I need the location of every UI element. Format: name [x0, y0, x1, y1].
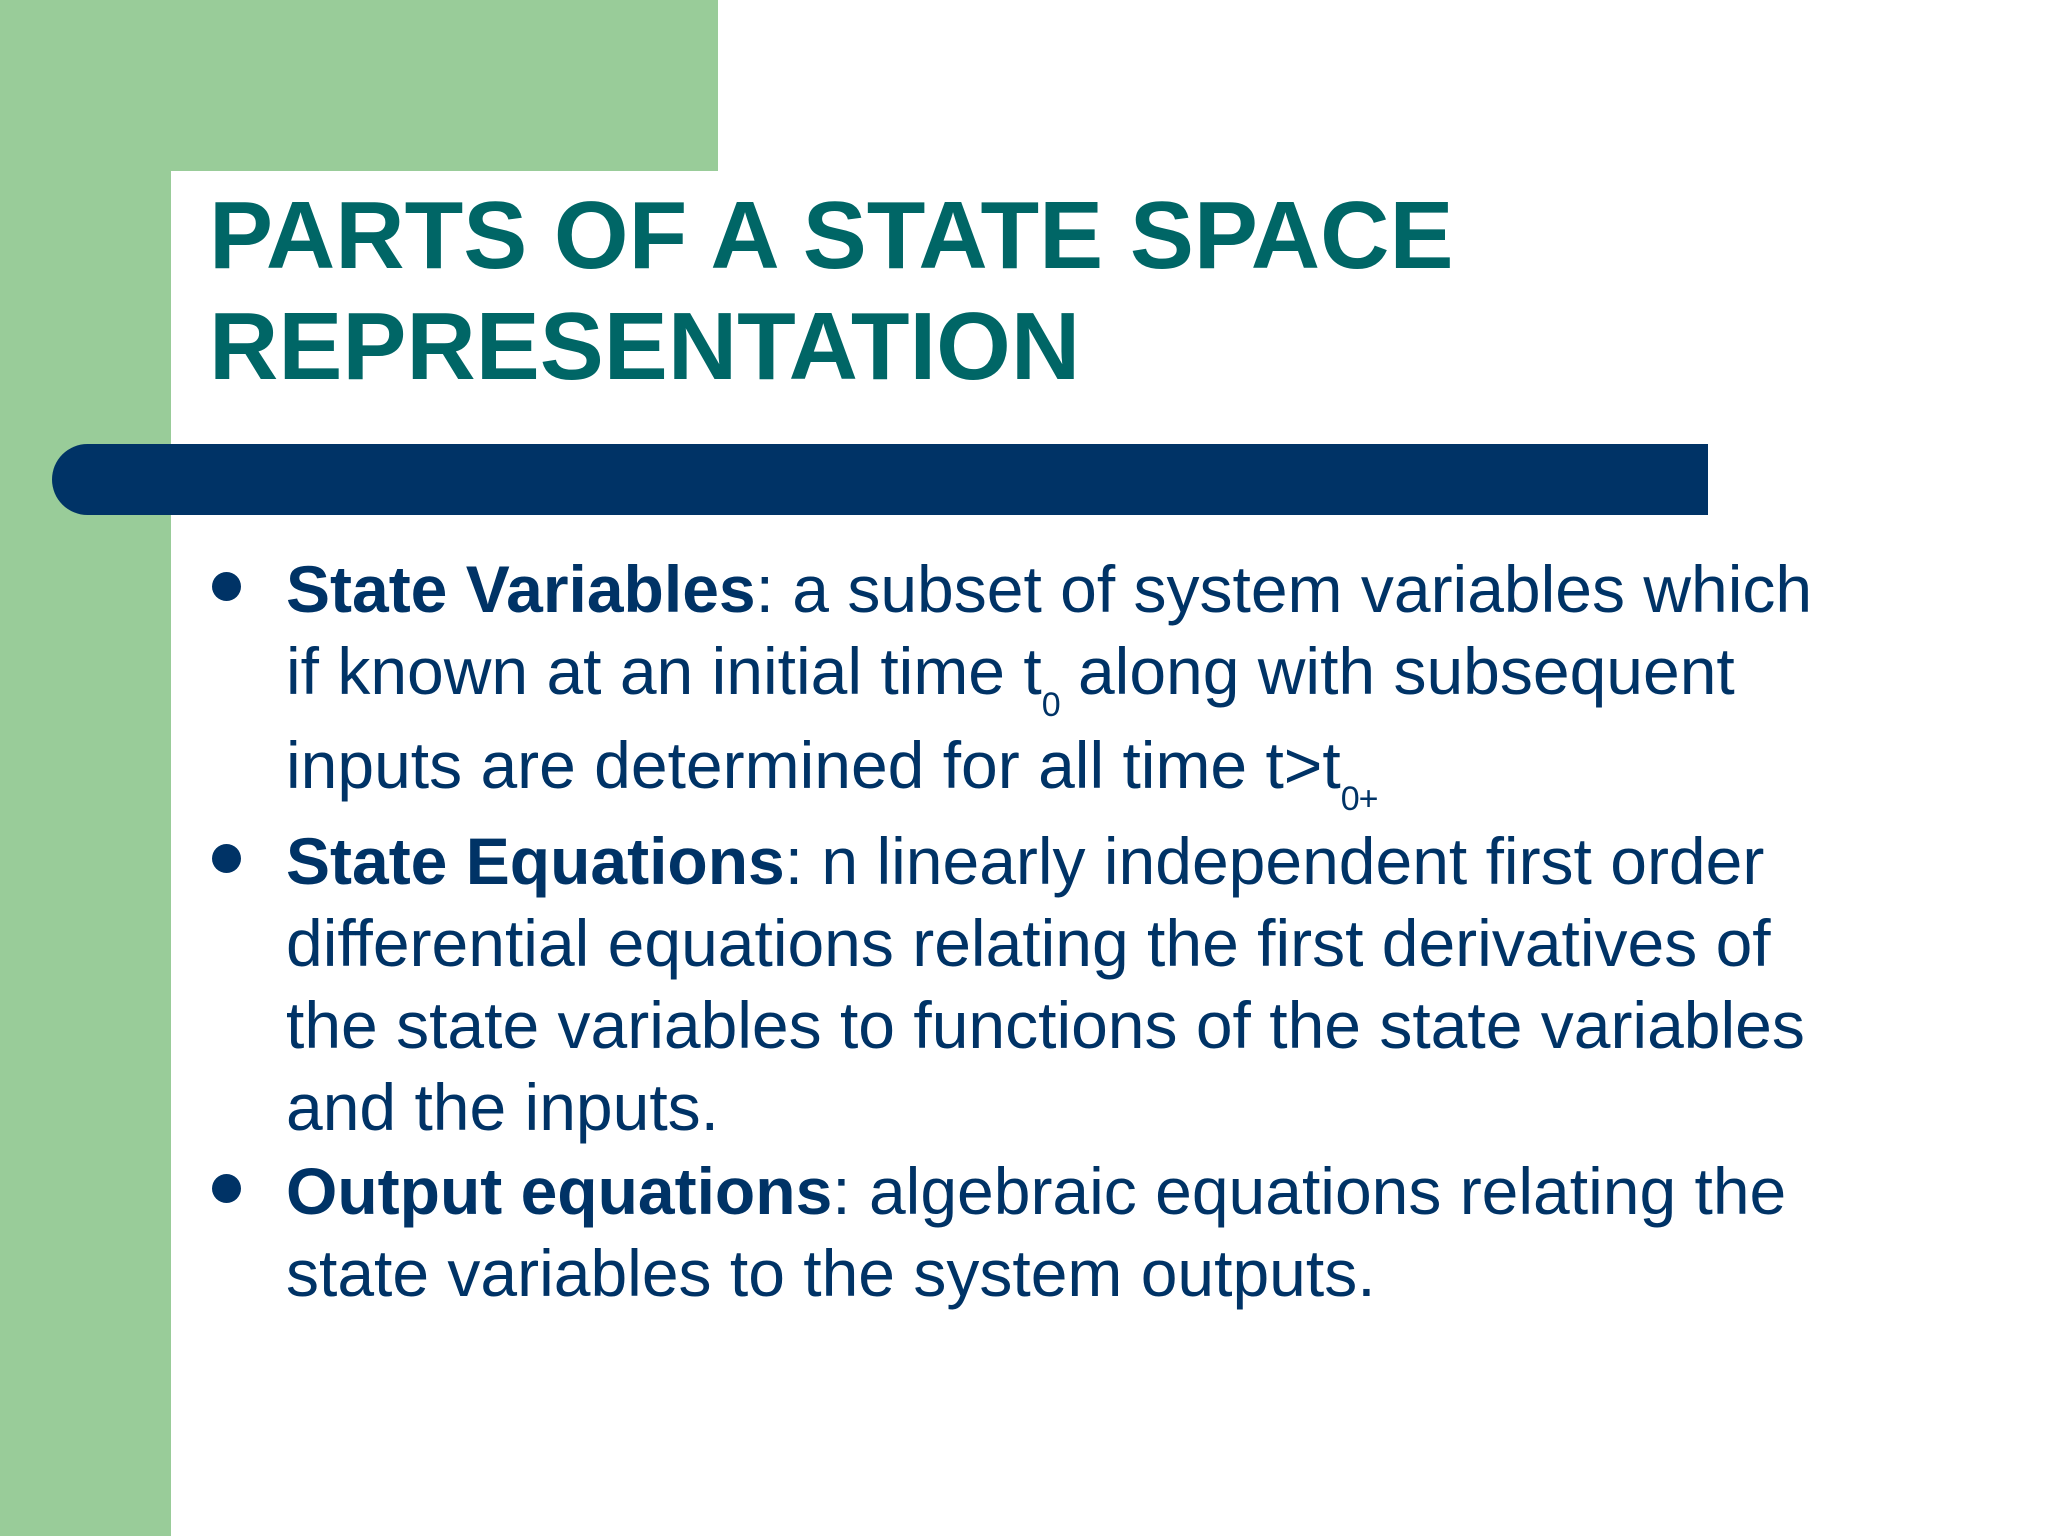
- bullet-line: the state variables to functions of the state variables: [286, 988, 1805, 1062]
- bullet-state-variables: [209, 548, 1909, 818]
- bullet-line: and the inputs.: [286, 1070, 719, 1144]
- bullet-line: [286, 630, 1909, 724]
- subscript: 0: [1041, 686, 1060, 724]
- bullet-text: : n linearly independent first order: [784, 824, 1765, 898]
- bullet-term: State Equations: [286, 824, 785, 898]
- bullet-dot-icon: [212, 844, 241, 873]
- bullet-line: [286, 548, 1909, 630]
- bullet-output-equations: [209, 1150, 1909, 1314]
- bullet-text: along with subsequent: [1059, 634, 1735, 708]
- bullet-text: : algebraic equations relating the: [832, 1154, 1787, 1228]
- bullet-list: [209, 548, 1909, 1316]
- bullet-text: inputs are determined for all time t>t: [286, 728, 1341, 802]
- left-green-band: [0, 0, 171, 1536]
- bullet-line: [286, 820, 1909, 902]
- bullet-line: state variables to the system outputs.: [286, 1236, 1376, 1310]
- bullet-line: differential equations relating the first derivatives of: [286, 906, 1771, 980]
- bullet-term: State Variables: [286, 552, 756, 626]
- bullet-line: [286, 724, 1909, 818]
- bullet-text: if known at an initial time t: [286, 634, 1042, 708]
- bullet-dot-icon: [212, 1174, 241, 1203]
- bullet-line: [286, 1150, 1909, 1232]
- bullet-text: : a subset of system variables which: [755, 552, 1813, 626]
- title-divider-bar: [52, 444, 1708, 515]
- slide-title-line-2: REPRESENTATION: [209, 293, 1081, 400]
- slide-title-line-1: PARTS OF A STATE SPACE: [209, 182, 1454, 289]
- top-green-band: [0, 0, 718, 171]
- subscript: 0+: [1340, 780, 1378, 818]
- bullet-state-equations: [209, 820, 1909, 1148]
- bullet-dot-icon: [212, 572, 241, 601]
- bullet-term: Output equations: [286, 1154, 833, 1228]
- slide-title: [209, 180, 1859, 402]
